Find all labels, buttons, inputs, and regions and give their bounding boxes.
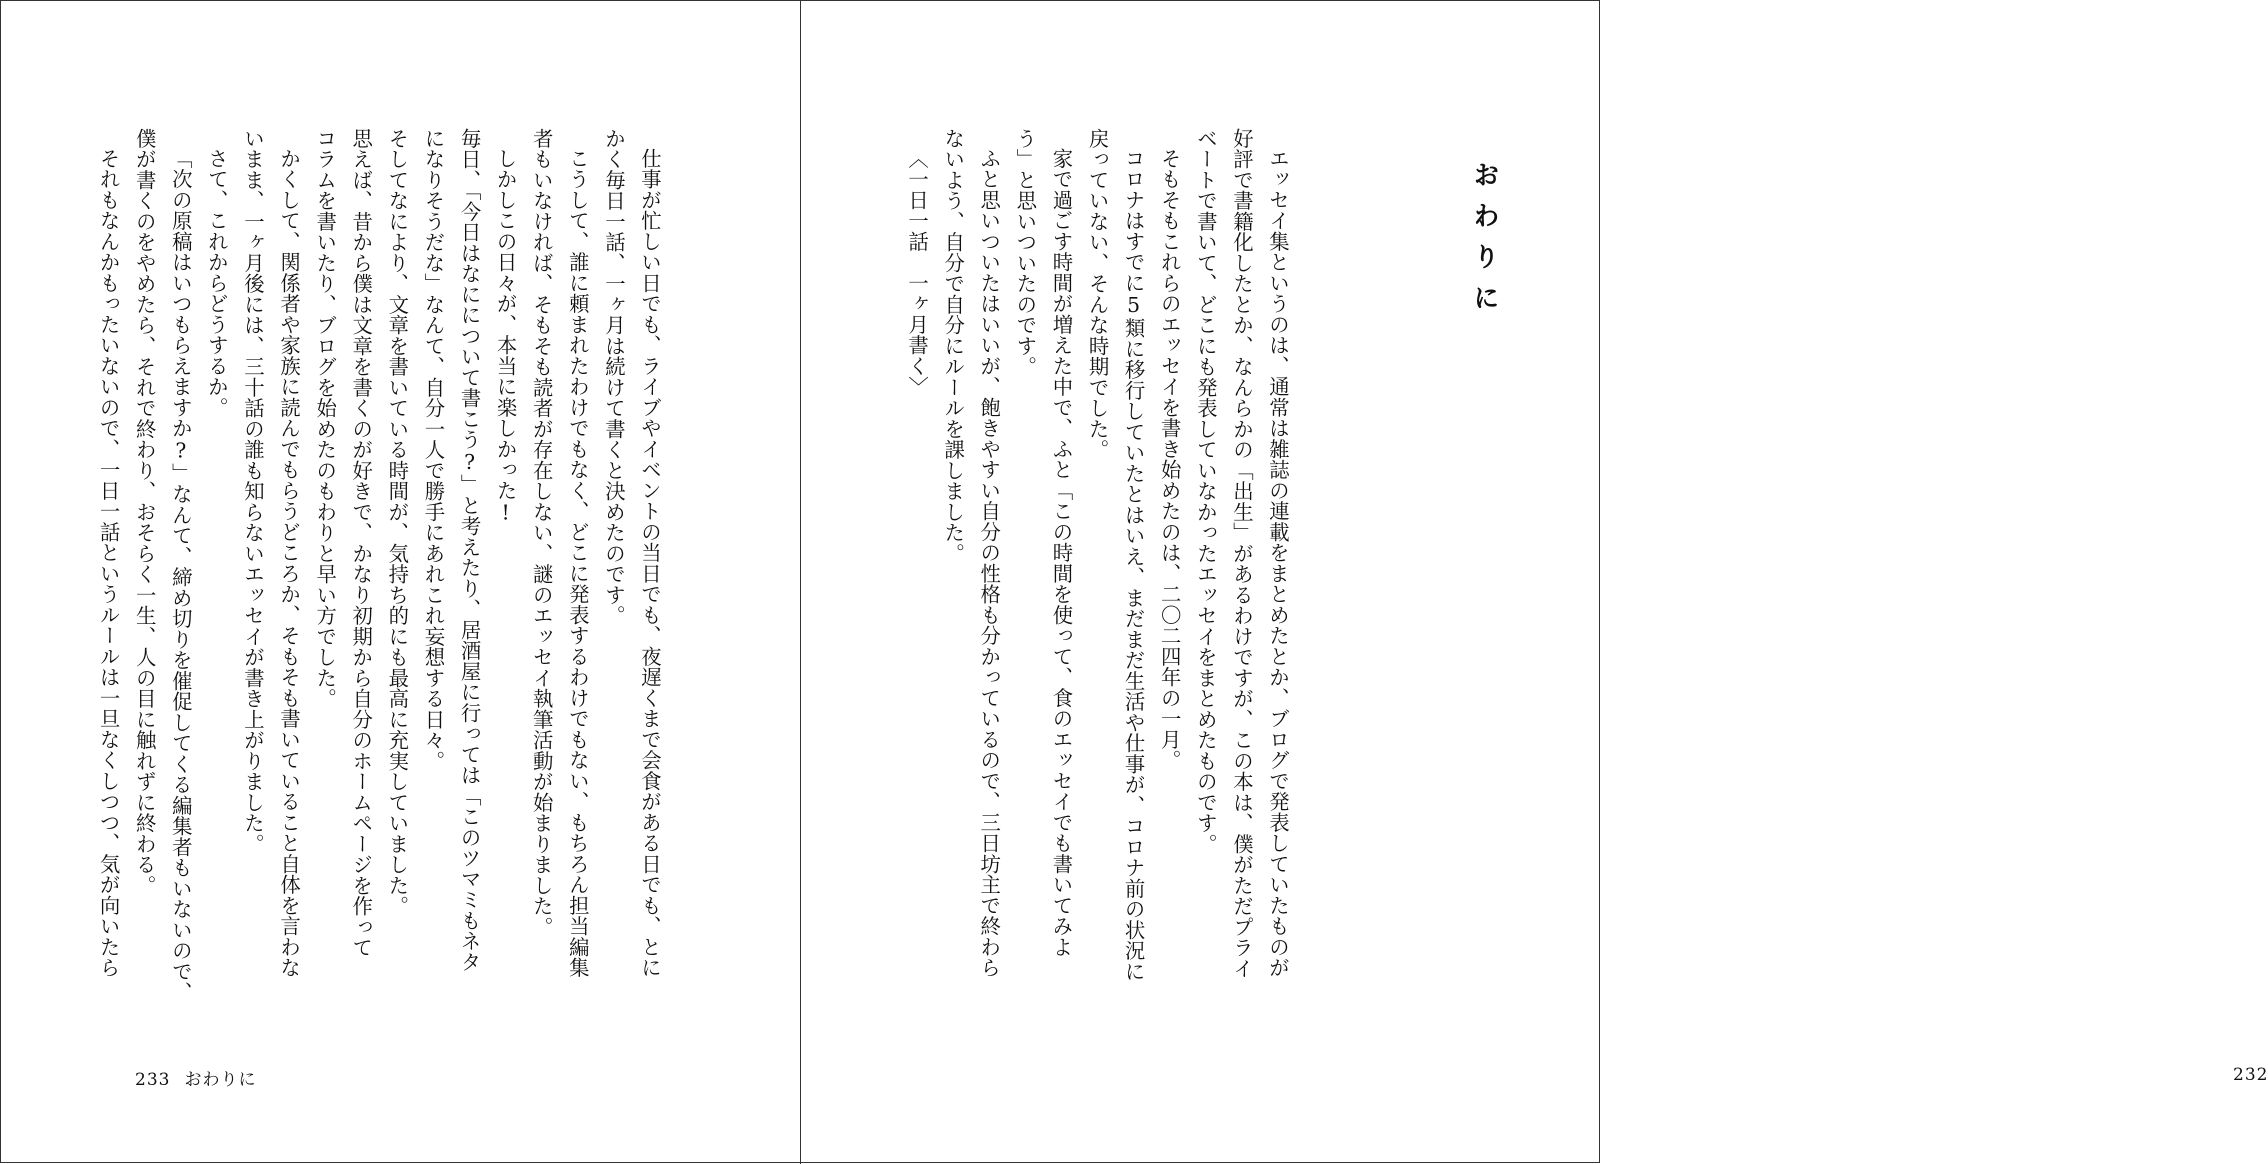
body-line: 僕が書くのをやめたら、それで終わり、おそらく一生、人の目に触れずに終わる。 bbox=[132, 128, 157, 896]
body-line: 「次の原稿はいつもらえますか?」なんて、締め切りを催促してくる編集者もいないので、 bbox=[168, 148, 193, 1003]
page-number: 232 bbox=[2233, 1065, 2268, 1085]
body-line: しかしこの日々が、本当に楽しかった! bbox=[493, 148, 518, 526]
body-line: いまま、一ヶ月後には、三十話の誰も知らないエッセイが書き上がりました。 bbox=[240, 128, 265, 855]
right-page bbox=[801, 1, 2268, 1164]
body-line: 仕事が忙しい日でも、ライブやイベントの当日でも、夜遅くまで会食がある日でも、とに bbox=[638, 148, 662, 979]
body-line: コラムを書いたり、ブログを始めたのもわりと早い方でした。 bbox=[313, 128, 338, 709]
body-line: 家で過ごす時間が増えた中で、ふと「この時間を使って、食のエッセイでも書いてみよ bbox=[1049, 148, 1074, 958]
running-head: おわりに bbox=[184, 1070, 257, 1090]
body-line: こうして、誰に頼まれたわけでもなく、どこに発表するわけでもない、もちろん担当編集 bbox=[565, 148, 590, 979]
body-line: 毎日、「今日はなにについて書こう?」と考えたり、居酒屋に行っては「このツマミもネタ bbox=[457, 128, 482, 973]
body-line: 戻っていない、そんな時期でした。 bbox=[1085, 128, 1110, 460]
body-line: かく毎日一話、一ヶ月は続けて書くと決めたのです。 bbox=[601, 128, 626, 626]
left-page bbox=[1, 1, 800, 1164]
body-line: さて、これからどうするか。 bbox=[204, 148, 229, 419]
left-page-body bbox=[91, 128, 669, 1003]
page-number: 233 bbox=[135, 1070, 171, 1090]
body-line: ないよう、自分で自分にルールを課しました。 bbox=[941, 128, 966, 564]
body-line: 思えば、昔から僕は文章を書くのが好きで、かなり初期から自分のホームページを作って bbox=[349, 128, 374, 958]
body-line: う」と思いついたのです。 bbox=[1013, 128, 1038, 377]
left-page-footer bbox=[135, 1065, 256, 1090]
body-line: そもそもこれらのエッセイを書き始めたのは、二〇二四年の一月。 bbox=[1157, 148, 1182, 771]
body-line: ふと思いついたはいいが、飽きやすい自分の性格も分かっているので、三日坊主で終わら bbox=[977, 148, 1002, 979]
body-line: 者もいなければ、そもそも読者が存在しない、謎のエッセイ執筆活動が始まりました。 bbox=[529, 128, 554, 938]
right-page-body bbox=[899, 128, 1296, 982]
body-line: それもなんかもったいないので、一日一話というルールは一旦なくしつつ、気が向いたら bbox=[96, 148, 121, 979]
body-line: コロナはすでに5類に移行していたとはいえ、まだまだ生活や仕事が、コロナ前の状況に bbox=[1121, 148, 1146, 982]
body-line: 好評で書籍化したとか、なんらかの「出生」があるわけですが、この本は、僕がただプライ bbox=[1229, 128, 1254, 979]
body-line: かくして、関係者や家族に読んでもらうどころか、そもそも書いていること自体を言わな bbox=[277, 148, 302, 979]
body-line: エッセイ集というのは、通常は雑誌の連載をまとめたとか、ブログで発表していたものが bbox=[1266, 148, 1290, 979]
body-line: 〈一日一話 一ヶ月書く〉 bbox=[905, 148, 930, 398]
body-line: ベートで書いて、どこにも発表していなかったエッセイをまとめたものです。 bbox=[1193, 128, 1218, 855]
chapter-title: おわりに bbox=[1469, 161, 1499, 325]
body-line: になりそうだな」なんて、自分一人で勝手にあれこれ妄想する日々。 bbox=[421, 128, 446, 772]
body-line: そしてなにより、文章を書いている時間が、気持ち的にも最高に充実していました。 bbox=[385, 128, 410, 917]
